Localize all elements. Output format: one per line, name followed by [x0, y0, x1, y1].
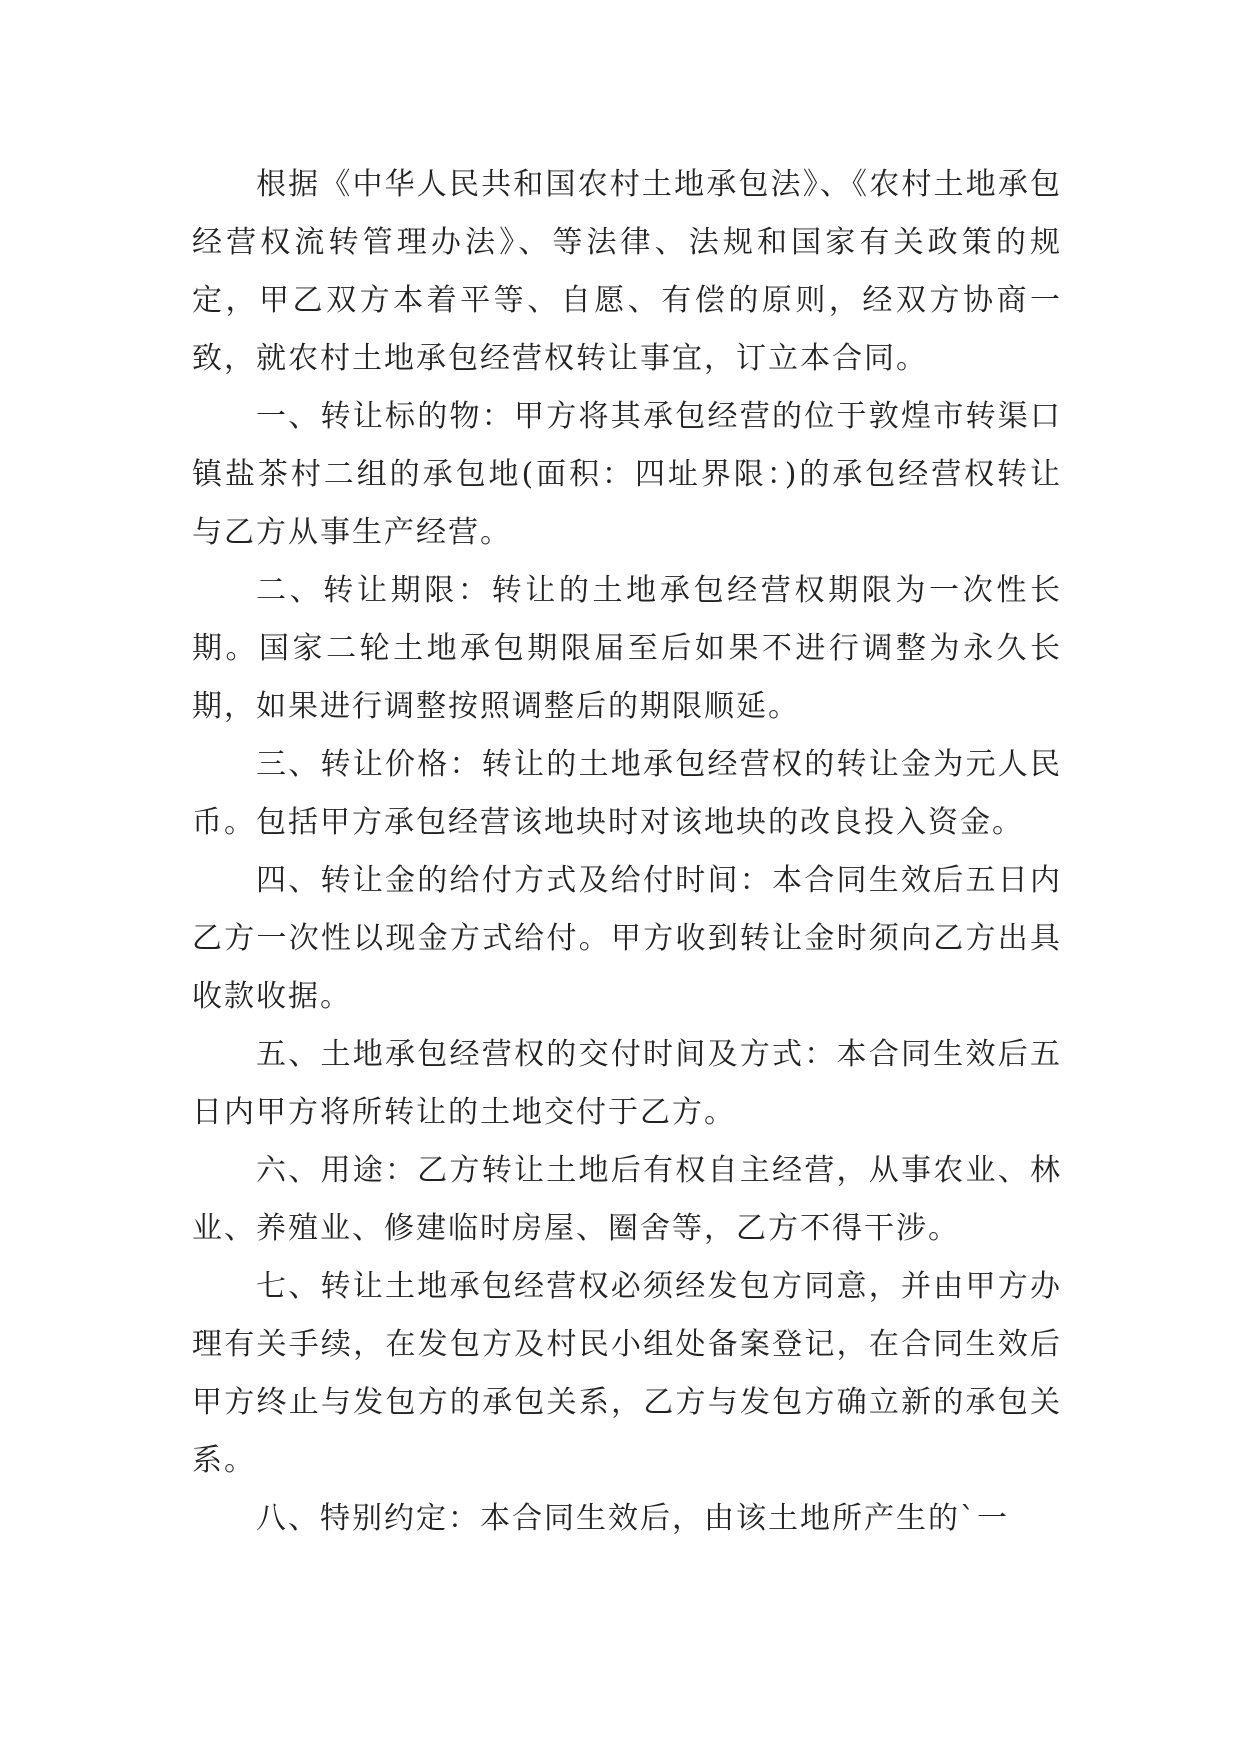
- paragraph-clause-1-subject: 一、转让标的物：甲方将其承包经营的位于敦煌市转渠口镇盐茶村二组的承包地(面积：四址界限：)的承包经营权转让与乙方从事生产经营。: [192, 399, 1062, 550]
- paragraph-preamble: 根据《中华人民共和国农村土地承包法》、《农村土地承包经营权流转管理办法》、等法律、法规和国家有关政策的规定，甲乙双方本着平等、自愿、有偿的原则，经双方协商一致，就农村土地承包经营权转让事宜，订立本合同。: [192, 167, 1062, 376]
- paragraph-clause-8-special: 八、特别约定：本合同生效后，由该土地所产生的`一: [256, 1501, 1009, 1536]
- contract-body: [192, 156, 1062, 1548]
- paragraph-clause-3-price: 三、转让价格：转让的土地承包经营权的转让金为元人民币。包括甲方承包经营该地块时对该地块的改良投入资金。: [192, 747, 1062, 840]
- paragraph-clause-5-delivery: 五、土地承包经营权的交付时间及方式：本合同生效后五日内甲方将所转让的土地交付于乙方。: [192, 1037, 1062, 1130]
- paragraph-clause-6-usage: 六、用途：乙方转让土地后有权自主经营，从事农业、林业、养殖业、修建临时房屋、圈舍等，乙方不得干涉。: [192, 1153, 1062, 1246]
- paragraph-clause-2-term: 二、转让期限：转让的土地承包经营权期限为一次性长期。国家二轮土地承包期限届至后如果不进行调整为永久长期，如果进行调整按照调整后的期限顺延。: [192, 573, 1062, 724]
- paragraph-clause-4-payment: 四、转让金的给付方式及给付时间：本合同生效后五日内乙方一次性以现金方式给付。甲方收到转让金时须向乙方出具收款收据。: [192, 863, 1062, 1014]
- paragraph-clause-7-approval: 七、转让土地承包经营权必须经发包方同意，并由甲方办理有关手续，在发包方及村民小组处备案登记，在合同生效后甲方终止与发包方的承包关系，乙方与发包方确立新的承包关系。: [192, 1269, 1062, 1478]
